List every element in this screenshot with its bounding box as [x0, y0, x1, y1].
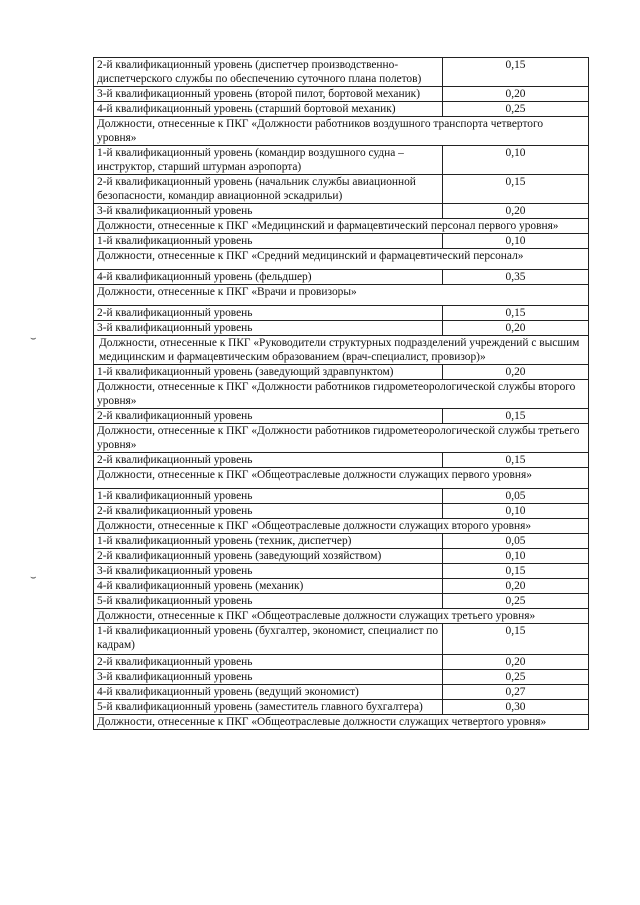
group-header-row	[94, 219, 589, 234]
table-row	[94, 579, 589, 594]
group-title: Должности, отнесенные к ПКГ «Должности работников гидрометеорологической службы третьего уровня»	[94, 424, 589, 453]
coefficient-value: 0,27	[443, 685, 589, 700]
table-row	[94, 102, 589, 117]
coefficient-value: 0,25	[443, 594, 589, 609]
coefficient-value: 0,15	[443, 409, 589, 424]
table-row	[94, 365, 589, 380]
table-row	[94, 146, 589, 175]
qualification-level-label: 2-й квалификационный уровень (заведующий хозяйством)	[94, 549, 443, 564]
qualification-level-label: 1-й квалификационный уровень (техник, диспетчер)	[94, 534, 443, 549]
group-header-row	[94, 519, 589, 534]
coefficient-value: 0,15	[443, 564, 589, 579]
coefficient-value: 0,20	[443, 87, 589, 102]
table-row	[94, 685, 589, 700]
table-row	[94, 175, 589, 204]
qualification-level-label: 1-й квалификационный уровень (заведующий здравпунктом)	[94, 365, 443, 380]
qualification-level-label: 2-й квалификационный уровень	[94, 409, 443, 424]
table-row	[94, 270, 589, 285]
qualification-level-label: 3-й квалификационный уровень	[94, 321, 443, 336]
coefficient-value: 0,10	[443, 146, 589, 175]
qualification-level-label: 1-й квалификационный уровень	[94, 489, 443, 504]
scan-mark: ⌣	[30, 572, 37, 583]
qualification-level-label: 3-й квалификационный уровень	[94, 204, 443, 219]
group-header-row	[94, 609, 589, 624]
coefficient-value: 0,05	[443, 534, 589, 549]
table-row	[94, 306, 589, 321]
coefficient-value: 0,20	[443, 579, 589, 594]
qualification-level-label: 4-й квалификационный уровень (фельдшер)	[94, 270, 443, 285]
qualification-level-label: 4-й квалификационный уровень (ведущий экономист)	[94, 685, 443, 700]
table-row	[94, 409, 589, 424]
table-row	[94, 700, 589, 715]
qualification-coefficients-table	[93, 57, 589, 730]
coefficient-value: 0,20	[443, 204, 589, 219]
scan-mark: ⌣	[30, 333, 37, 344]
group-title: Должности, отнесенные к ПКГ «Должности работников гидрометеорологической службы второго уровня»	[94, 380, 589, 409]
table-row	[94, 670, 589, 685]
group-title: Должности, отнесенные к ПКГ «Общеотраслевые должности служащих третьего уровня»	[94, 609, 589, 624]
table-row	[94, 489, 589, 504]
table-row	[94, 453, 589, 468]
coefficient-value: 0,05	[443, 489, 589, 504]
group-header-row	[94, 424, 589, 453]
coefficient-value: 0,15	[443, 58, 589, 87]
qualification-level-label: 2-й квалификационный уровень	[94, 306, 443, 321]
coefficient-value: 0,15	[443, 175, 589, 204]
qualification-level-label: 5-й квалификационный уровень	[94, 594, 443, 609]
coefficient-value: 0,25	[443, 102, 589, 117]
coefficient-value: 0,25	[443, 670, 589, 685]
group-title: Должности, отнесенные к ПКГ «Медицинский и фармацевтический персонал первого уровня»	[94, 219, 589, 234]
qualification-level-label: 2-й квалификационный уровень (диспетчер производственно-диспетчерского службы по обеспечению суточного плана полетов)	[94, 58, 443, 87]
coefficient-value: 0,10	[443, 234, 589, 249]
coefficient-value: 0,15	[443, 306, 589, 321]
table-row	[94, 234, 589, 249]
group-header-row	[94, 336, 589, 365]
qualification-level-label: 3-й квалификационный уровень	[94, 564, 443, 579]
table-row	[94, 655, 589, 670]
coefficient-value: 0,30	[443, 700, 589, 715]
qualification-level-label: 2-й квалификационный уровень (начальник службы авиационной безопасности, командир авиационной эскадрильи)	[94, 175, 443, 204]
qualification-level-label: 1-й квалификационный уровень (командир воздушного судна – инструктор, старший штурман аэропорта)	[94, 146, 443, 175]
group-title: Должности, отнесенные к ПКГ «Общеотраслевые должности служащих первого уровня»	[94, 468, 589, 489]
coefficient-value: 0,15	[443, 624, 589, 655]
coefficient-value: 0,10	[443, 504, 589, 519]
qualification-level-label: 3-й квалификационный уровень (второй пилот, бортовой механик)	[94, 87, 443, 102]
qualification-level-label: 2-й квалификационный уровень	[94, 453, 443, 468]
coefficient-value: 0,20	[443, 321, 589, 336]
group-header-row	[94, 285, 589, 306]
table-row	[94, 58, 589, 87]
group-title: Должности, отнесенные к ПКГ «Должности работников воздушного транспорта четвертого уровня»	[94, 117, 589, 146]
coefficient-value: 0,20	[443, 365, 589, 380]
group-header-row	[94, 715, 589, 730]
table-row	[94, 624, 589, 655]
group-title: Должности, отнесенные к ПКГ «Врачи и провизоры»	[94, 285, 589, 306]
table-row	[94, 87, 589, 102]
qualification-level-label: 4-й квалификационный уровень (старший бортовой механик)	[94, 102, 443, 117]
group-title: Должности, отнесенные к ПКГ «Общеотраслевые должности служащих четвертого уровня»	[94, 715, 589, 730]
coefficient-value: 0,15	[443, 453, 589, 468]
table-row	[94, 504, 589, 519]
table-row	[94, 204, 589, 219]
table-row	[94, 564, 589, 579]
qualification-level-label: 1-й квалификационный уровень	[94, 234, 443, 249]
table-row	[94, 594, 589, 609]
table-row	[94, 549, 589, 564]
group-header-row	[94, 380, 589, 409]
qualification-level-label: 4-й квалификационный уровень (механик)	[94, 579, 443, 594]
group-title: Должности, отнесенные к ПКГ «Общеотраслевые должности служащих второго уровня»	[94, 519, 589, 534]
group-title: Должности, отнесенные к ПКГ «Средний медицинский и фармацевтический персонал»	[94, 249, 589, 270]
qualification-level-label: 2-й квалификационный уровень	[94, 655, 443, 670]
table-row	[94, 321, 589, 336]
qualification-level-label: 5-й квалификационный уровень (заместитель главного бухгалтера)	[94, 700, 443, 715]
group-header-row	[94, 468, 589, 489]
coefficient-value: 0,20	[443, 655, 589, 670]
coefficient-value: 0,10	[443, 549, 589, 564]
table-row	[94, 534, 589, 549]
group-header-row	[94, 117, 589, 146]
qualification-level-label: 3-й квалификационный уровень	[94, 670, 443, 685]
group-title: Должности, отнесенные к ПКГ «Руководители структурных подразделений учреждений с высшим медицинским и фармацевтическим образованием (врач-специалист, провизор)»	[94, 336, 589, 365]
coefficient-value: 0,35	[443, 270, 589, 285]
table-body	[94, 58, 589, 730]
group-header-row	[94, 249, 589, 270]
qualification-level-label: 2-й квалификационный уровень	[94, 504, 443, 519]
qualification-level-label: 1-й квалификационный уровень (бухгалтер, экономист, специалист по кадрам)	[94, 624, 443, 655]
